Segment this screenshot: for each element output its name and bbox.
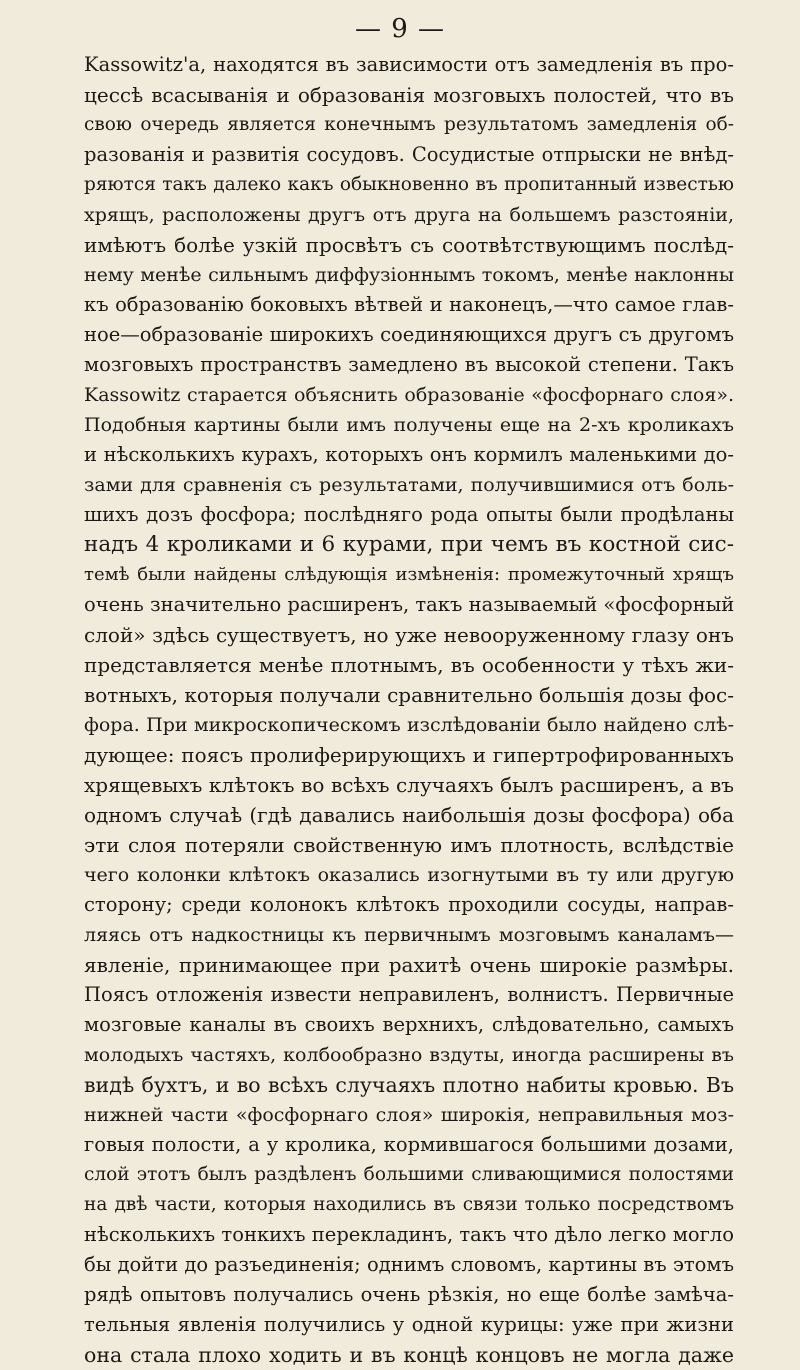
text-line: слой» здѣсь существуетъ, но уже невооруженному глазу онъ	[84, 623, 734, 647]
text-line: сторону; среди колонокъ клѣтокъ проходили сосуды, направ-	[84, 893, 734, 916]
text-line: хрящъ, расположены другъ отъ друга на большемъ разстояніи,	[84, 204, 734, 226]
text-line: Kassowitz'а, находятся въ зависимости отъ замедленія въ про-	[84, 53, 734, 76]
text-line: вотныхъ, которыя получали сравнительно большія дозы фос-	[84, 683, 734, 707]
text-line: мозговые каналы въ своихъ верхнихъ, слѣдовательно, самыхъ	[84, 1013, 734, 1036]
text-line: темѣ были найдены слѣдующія измѣненія: промежуточный хрящъ	[84, 564, 734, 585]
text-line: ляясь отъ надкостницы къ первичнымъ мозговымъ каналамъ—	[84, 924, 734, 946]
text-line: фора. При микроскопическомъ изслѣдованіи было найдено слѣ-	[84, 714, 734, 736]
text-line: цессѣ всасыванія и образованія мозговыхъ полостей, что въ	[84, 83, 734, 107]
text-line: Kassowitz старается объяснить образованіе «фосфорнаго слоя».	[84, 384, 734, 406]
text-line: имѣютъ болѣе узкій просвѣтъ съ соотвѣтствующимъ послѣд-	[84, 233, 734, 257]
text-line: мозговыхъ пространствъ замедлено въ высокой степени. Такъ	[84, 353, 734, 376]
text-line: видѣ бухтъ, и во всѣхъ случаяхъ плотно набиты кровью. Въ	[84, 1073, 734, 1097]
text-line: разованія и развитія сосудовъ. Сосудистые отпрыски не внѣд-	[84, 143, 734, 166]
text-line: на двѣ части, которыя находились въ связи только посредствомъ	[84, 1194, 734, 1215]
text-line: тельныя явленія получились у одной курицы: уже при жизни	[84, 1313, 734, 1336]
text-line: бы дойти до разъединенія; однимъ словомъ, картины въ этомъ	[84, 1253, 734, 1276]
text-line: Поясъ отложенія извести неправиленъ, волнистъ. Первичные	[84, 983, 734, 1006]
text-line: явленіе, принимающее при рахитѣ очень широкіе размѣры.	[84, 953, 734, 977]
text-line: къ образованію боковыхъ вѣтвей и наконецъ,—что самое глав-	[84, 293, 734, 316]
text-line: говыя полости, а у кролика, кормившагося большими дозами,	[84, 1133, 734, 1156]
text-line: и нѣсколькихъ курахъ, которыхъ онъ кормилъ маленькими до-	[84, 443, 734, 466]
text-line: чего колонки клѣтокъ оказались изогнутыми въ ту или другую	[84, 864, 734, 886]
text-line: Подобныя картины были имъ получены еще на 2-хъ кроликахъ	[84, 414, 734, 436]
text-line: представляется менѣе плотнымъ, въ особенности у тѣхъ жи-	[84, 653, 734, 677]
text-line: слой этотъ былъ раздѣленъ большими сливающимися полостями	[84, 1164, 734, 1185]
text-line: надъ 4 кроликами и 6 курами, при чемъ въ костной сис-	[84, 532, 734, 557]
text-line: эти слоя потеряли свойственную имъ плотность, вслѣдствіе	[84, 833, 734, 857]
text-line: очень значительно расширенъ, такъ называемый «фосфорный	[84, 593, 735, 616]
text-line: нижней части «фосфорнаго слоя» широкія, неправильныя моз-	[84, 1104, 734, 1126]
text-line: дующее: поясъ пролиферирующихъ и гипертрофированныхъ	[84, 743, 734, 767]
text-line: нѣсколькихъ тонкихъ перекладинъ, такъ что дѣло легко могло	[84, 1223, 734, 1246]
text-line: она стала плохо ходить и въ концѣ концовъ не могла даже	[84, 1343, 734, 1367]
text-line: ряются такъ далеко какъ обыкновенно въ пропитанный известью	[84, 174, 734, 195]
text-line: ное—образованіе широкихъ соединяющихся другъ съ другомъ	[84, 323, 734, 346]
text-line: свою очередь является конечнымъ результатомъ замедленія об-	[84, 114, 734, 135]
body-text	[84, 50, 734, 1370]
text-line: хрящевыхъ клѣтокъ во всѣхъ случаяхъ былъ расширенъ, а въ	[84, 773, 734, 797]
text-line: рядѣ опытовъ получались очень рѣзкія, но еще болѣе замѣча-	[84, 1283, 734, 1306]
text-line: зами для сравненія съ результатами, получившимися отъ боль-	[84, 474, 734, 496]
text-line: шихъ дозъ фосфора; послѣдняго рода опыты были продѣланы	[84, 503, 734, 526]
text-line: молодыхъ частяхъ, колбообразно вздуты, иногда расширены въ	[84, 1044, 734, 1066]
text-line: одномъ случаѣ (гдѣ давались наибольшія дозы фосфора) оба	[84, 803, 734, 827]
page-number: — 9 —	[354, 14, 446, 44]
text-line: нему менѣе сильнымъ диффузіоннымъ токомъ, менѣе наклонны	[84, 264, 734, 286]
